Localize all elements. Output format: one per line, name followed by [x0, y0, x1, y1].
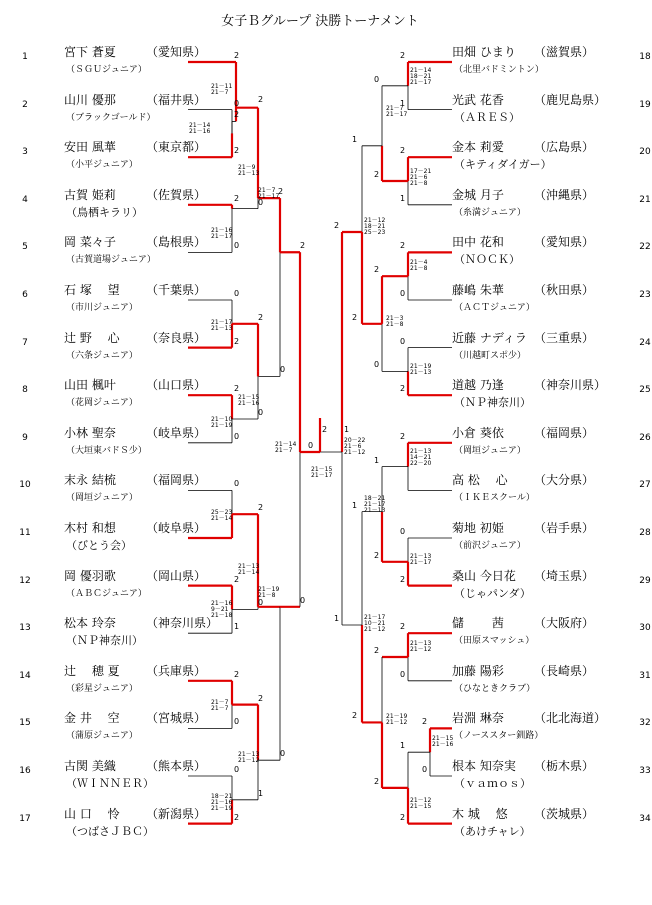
- player-entry: [452, 328, 652, 368]
- player-name: 松本 玲奈: [64, 616, 116, 631]
- round-result: 2: [352, 711, 358, 721]
- player-name: 岡 優羽歌: [64, 568, 116, 583]
- player-entry: [452, 518, 652, 558]
- player-club: （市川ジュニア）: [66, 303, 138, 313]
- round-result: 0: [234, 479, 240, 489]
- match-score: 21－11 21－7: [211, 82, 233, 96]
- round-result: 1: [400, 193, 406, 203]
- round-result: 0: [400, 289, 406, 298]
- player-club: （小平ジュニア）: [66, 160, 138, 171]
- round-result: 2: [400, 241, 406, 251]
- player-prefecture: （広島県）: [534, 140, 595, 155]
- player-club: （六条ジュニア）: [66, 350, 138, 361]
- player-entry: [18, 280, 218, 320]
- seed-number: 34: [639, 813, 651, 824]
- seed-number: 27: [639, 480, 651, 491]
- seed-number: 18: [639, 52, 651, 62]
- round-result: 0: [422, 765, 428, 774]
- player-prefecture: （岩手県）: [534, 521, 595, 535]
- player-entry: [18, 518, 218, 558]
- player-name: 桑山 今日花: [452, 568, 516, 583]
- round-result: 2: [234, 574, 240, 584]
- player-name: 宮下 蒼夏: [64, 45, 116, 59]
- seed-number: 5: [22, 242, 28, 253]
- player-club: （北里バドミントン）: [454, 65, 544, 75]
- player-entry: [18, 375, 218, 415]
- player-prefecture: （福岡県）: [146, 473, 207, 488]
- round-result: 2: [374, 646, 380, 655]
- player-entry: [452, 232, 652, 272]
- player-entry: [452, 423, 652, 463]
- seed-number: 1: [22, 52, 28, 62]
- match-score: 21－19 21－12: [386, 713, 408, 727]
- player-club: （ＮＰ神奈川）: [66, 634, 143, 648]
- player-entry: [452, 756, 652, 796]
- player-name: 小林 聖奈: [64, 425, 116, 440]
- round-result: 2: [400, 146, 406, 156]
- player-club: （田原スマッシュ）: [454, 636, 535, 647]
- round-result: 2: [374, 265, 380, 275]
- player-club: （ＮＯＣＫ）: [454, 253, 520, 267]
- player-prefecture: （三重県）: [534, 330, 595, 345]
- match-score: 21－12 21－15: [410, 796, 432, 810]
- player-name: 金城 月子: [452, 187, 504, 202]
- seed-number: 9: [22, 432, 28, 443]
- player-club: （蒲原ジュニア）: [66, 731, 138, 742]
- player-club: （ブラックゴールド）: [66, 112, 156, 123]
- seed-number: 33: [639, 766, 651, 776]
- round-result: 2: [234, 110, 240, 120]
- player-name: 加藤 陽彩: [452, 663, 504, 678]
- round-result: 2: [234, 384, 240, 394]
- match-score: 21－9 21－13: [238, 164, 260, 178]
- player-prefecture: （千葉県）: [146, 283, 207, 297]
- seed-number: 17: [19, 813, 31, 824]
- player-entry: [18, 185, 218, 225]
- player-prefecture: （北北海道）: [534, 711, 607, 726]
- round-result: 2: [322, 425, 328, 434]
- seed-number: 31: [639, 670, 651, 681]
- round-result: 2: [258, 312, 264, 322]
- player-club: （びとう会）: [66, 539, 132, 552]
- round-result: 2: [300, 241, 306, 251]
- seed-number: 8: [22, 385, 28, 396]
- round-result: 2: [400, 574, 406, 584]
- player-prefecture: （山口県）: [146, 378, 207, 393]
- player-entry: [452, 708, 652, 748]
- seed-number: 16: [19, 766, 31, 776]
- player-prefecture: （熊本県）: [146, 759, 207, 773]
- player-entry: [18, 566, 218, 606]
- player-entry: [452, 566, 652, 606]
- round-result: 2: [234, 812, 240, 822]
- player-prefecture: （岐阜県）: [146, 425, 207, 440]
- round-result: 0: [280, 749, 286, 759]
- player-prefecture: （佐賀県）: [146, 187, 207, 202]
- seed-number: 32: [639, 718, 651, 729]
- match-score: 21－3 21－8: [386, 314, 404, 328]
- round-result: 2: [258, 693, 264, 703]
- round-result: 2: [400, 431, 406, 441]
- player-entry: [452, 185, 652, 225]
- player-prefecture: （神奈川県）: [146, 616, 219, 631]
- round-result: 2: [334, 221, 340, 230]
- player-name: 岡 菜々子: [64, 235, 116, 250]
- player-entry: [18, 90, 218, 130]
- player-name: 近藤 ナディラ: [452, 330, 527, 345]
- round-result: 2: [234, 146, 240, 156]
- match-score: 21－14 21－7: [275, 441, 297, 454]
- seed-number: 24: [639, 337, 651, 348]
- player-name: 石 塚 望: [64, 283, 120, 297]
- player-club: （彩星ジュニア）: [66, 683, 138, 694]
- player-club: （ノーススター釧路）: [454, 731, 544, 742]
- player-entry: [18, 423, 218, 463]
- round-result: 2: [352, 312, 358, 322]
- player-name: 小倉 葵依: [452, 425, 504, 440]
- match-score: 21－15 21－17: [311, 466, 333, 479]
- round-result: 2: [374, 550, 380, 560]
- player-entry: [18, 756, 218, 796]
- seed-number: 20: [639, 147, 651, 158]
- player-club: （じゃパンダ）: [454, 586, 531, 600]
- player-club: （キティダイガー）: [454, 158, 552, 172]
- player-name: 高 松 心: [452, 473, 508, 488]
- match-score: 25－23 21－14: [211, 509, 233, 522]
- player-prefecture: （茨城県）: [534, 806, 595, 821]
- match-score: 18－21 21－16 21－19: [211, 792, 233, 812]
- seed-number: 10: [19, 480, 31, 491]
- match-score: 21－16 9－21 21－18: [211, 600, 233, 620]
- player-name: 菊地 初姫: [452, 521, 504, 535]
- seed-number: 19: [639, 99, 651, 110]
- player-entry: [452, 375, 652, 415]
- seed-number: 13: [19, 623, 31, 634]
- round-result: 0: [234, 717, 240, 727]
- round-result: 0: [234, 98, 240, 108]
- round-result: 0: [374, 360, 380, 370]
- seed-number: 2: [22, 99, 28, 110]
- match-score: 21－14 21－16: [189, 122, 211, 136]
- player-club: （ＩＫＥスクール）: [454, 493, 535, 504]
- player-prefecture: （奈良県）: [146, 330, 207, 345]
- match-score: 17－21 21－6 21－8: [410, 168, 432, 188]
- round-result: 0: [234, 241, 240, 251]
- player-club: （岡垣ジュニア）: [454, 445, 526, 456]
- round-result: 2: [400, 622, 406, 632]
- player-entry: [452, 90, 652, 130]
- player-prefecture: （神奈川県）: [534, 378, 607, 393]
- seed-number: 30: [639, 623, 651, 634]
- player-club: （あけチャレ）: [454, 824, 531, 838]
- player-club: （ＡＲＥＳ）: [454, 110, 520, 124]
- player-name: 道越 乃逢: [452, 378, 504, 393]
- player-entry: [452, 470, 652, 510]
- player-name: 山 口 怜: [64, 806, 120, 821]
- player-entry: [452, 661, 652, 701]
- match-score: 21－16 21－17: [211, 227, 233, 241]
- player-entry: [18, 137, 218, 177]
- round-result: 2: [234, 193, 240, 203]
- match-score: 21－7 21－17: [258, 187, 280, 201]
- player-name: 安田 風華: [64, 140, 116, 155]
- seed-number: 26: [639, 432, 651, 443]
- player-club: （鳥栖キラリ）: [66, 205, 143, 219]
- player-prefecture: （鹿児島県）: [534, 92, 607, 107]
- player-prefecture: （島根県）: [146, 235, 207, 250]
- player-entry: [452, 280, 652, 320]
- player-prefecture: （福井県）: [146, 92, 207, 107]
- seed-number: 22: [639, 242, 651, 253]
- round-result: 0: [280, 365, 286, 375]
- match-score: 21－15 21－16: [238, 394, 260, 407]
- player-prefecture: （沖縄県）: [534, 187, 595, 202]
- seed-number: 25: [639, 385, 651, 396]
- round-result: 0: [258, 197, 264, 207]
- round-result: 2: [400, 384, 406, 394]
- player-name: 金本 莉愛: [452, 140, 504, 155]
- round-result: 1: [352, 500, 358, 510]
- match-score: 21－19 21－13: [410, 362, 432, 376]
- seed-number: 15: [19, 718, 31, 729]
- player-prefecture: （滋賀県）: [534, 45, 595, 59]
- seed-number: 29: [639, 575, 651, 586]
- round-result: 2: [278, 187, 284, 197]
- match-score: 21－13 14－21 22－20: [410, 447, 432, 467]
- player-club: （ＡＢＣジュニア）: [66, 588, 147, 599]
- player-name: 木 城 悠: [452, 806, 508, 821]
- player-prefecture: （東京都）: [146, 140, 207, 155]
- player-name: 岩淵 琳奈: [452, 711, 504, 726]
- match-score: 21－19 21－8: [258, 585, 280, 599]
- round-result: 1: [258, 788, 264, 798]
- player-prefecture: （長崎県）: [534, 663, 595, 678]
- player-name: 末永 結梳: [64, 473, 116, 488]
- match-score: 21－13 21－17: [410, 553, 432, 566]
- match-score: 21－7 21－7: [211, 699, 229, 713]
- match-score: 21－17 21－13: [211, 318, 233, 332]
- player-prefecture: （新潟県）: [146, 806, 207, 821]
- round-result: 2: [400, 812, 406, 822]
- player-entry: [452, 804, 652, 844]
- round-result: 2: [374, 776, 380, 786]
- player-entry: [18, 232, 218, 272]
- match-score: 20－22 21－6 21－12: [344, 437, 366, 456]
- match-score: 21－13 21－12: [410, 640, 432, 654]
- player-name: 田畑 ひまり: [452, 45, 516, 59]
- player-club: （ＡＣＴジュニア）: [454, 303, 535, 313]
- player-entry: [18, 328, 218, 368]
- round-result: 0: [234, 289, 240, 298]
- round-result: 0: [400, 336, 406, 346]
- player-name: 光武 花香: [452, 92, 504, 107]
- player-club: （ＷＩＮＮＥＲ）: [66, 777, 154, 790]
- player-club: （ＳＧＵジュニア）: [66, 65, 147, 75]
- round-result: 0: [374, 74, 380, 84]
- player-prefecture: （栃木県）: [534, 759, 595, 773]
- round-result: 0: [308, 441, 314, 450]
- seed-number: 12: [19, 575, 31, 586]
- player-prefecture: （福岡県）: [534, 425, 595, 440]
- round-result: 0: [234, 765, 240, 774]
- player-name: 根本 知奈実: [452, 759, 516, 773]
- seed-number: 6: [22, 290, 28, 300]
- player-club: （前沢ジュニア）: [454, 541, 526, 551]
- player-club: （ＮＰ神奈川）: [454, 396, 531, 410]
- player-entry: [18, 708, 218, 748]
- player-name: 山田 楓叶: [64, 378, 116, 393]
- seed-number: 3: [22, 147, 28, 158]
- seed-number: 7: [22, 337, 28, 348]
- player-prefecture: （秋田県）: [534, 283, 595, 297]
- match-score: 21－4 21－8: [410, 259, 428, 273]
- seed-number: 14: [19, 670, 31, 681]
- round-result: 2: [234, 669, 240, 679]
- player-prefecture: （岐阜県）: [146, 521, 207, 535]
- player-prefecture: （兵庫県）: [146, 663, 207, 678]
- player-prefecture: （愛知県）: [534, 235, 595, 250]
- player-prefecture: （岡山県）: [146, 568, 207, 583]
- player-entry: [18, 804, 218, 844]
- player-club: （古賀道場ジュニア）: [66, 255, 156, 266]
- match-score: 21－10 21－19: [211, 415, 233, 429]
- player-entry: [452, 137, 652, 177]
- player-club: （岡垣ジュニア）: [66, 493, 138, 504]
- match-score: 21－13 21－14: [238, 562, 260, 576]
- player-entry: [18, 470, 218, 510]
- player-club: （糸満ジュニア）: [454, 207, 526, 218]
- round-result: 1: [334, 614, 340, 623]
- player-name: 古賀 姫莉: [64, 187, 116, 202]
- round-result: 0: [400, 669, 406, 679]
- player-prefecture: （大分県）: [534, 473, 595, 488]
- player-name: 田中 花和: [452, 235, 504, 250]
- player-name: 金 井 空: [64, 711, 120, 726]
- match-score: 18－21 21－17 21－13: [364, 494, 386, 514]
- seed-number: 4: [22, 194, 28, 205]
- player-name: 辻 野 心: [64, 330, 120, 345]
- match-score: 21－12 18－21 25－23: [364, 217, 386, 236]
- match-score: 21－7 21－17: [386, 104, 408, 118]
- player-name: 藤嶋 朱華: [452, 283, 504, 297]
- player-club: （つばさＪＢＣ）: [66, 824, 154, 838]
- player-entry: [452, 42, 652, 82]
- round-result: 1: [400, 741, 406, 751]
- seed-number: 11: [19, 528, 31, 538]
- player-prefecture: （大阪府）: [534, 616, 595, 631]
- round-result: 0: [234, 431, 240, 441]
- round-result: 2: [422, 717, 428, 727]
- player-club: （ｖａｍｏｓ）: [454, 777, 531, 790]
- seed-number: 21: [639, 194, 651, 205]
- round-result: 0: [400, 527, 406, 536]
- match-score: 21－17 10－21 21－12: [364, 614, 386, 633]
- round-result: 2: [374, 170, 380, 179]
- round-result: 0: [258, 598, 264, 608]
- match-score: 21－14 18－21 21－17: [410, 67, 432, 86]
- match-score: 21－15 21－16: [432, 735, 454, 749]
- round-result: 2: [258, 94, 264, 104]
- player-entry: [18, 613, 218, 653]
- player-club: （大垣東バドＳ少）: [66, 445, 147, 456]
- player-prefecture: （愛知県）: [146, 45, 207, 59]
- round-result: 1: [352, 134, 358, 144]
- player-name: 古関 美織: [64, 759, 116, 773]
- round-result: 0: [258, 408, 264, 417]
- player-entry: [18, 661, 218, 701]
- player-name: 儲 茜: [452, 616, 504, 631]
- player-prefecture: （埼玉県）: [534, 568, 595, 583]
- match-score: 21－13 21－12: [238, 751, 260, 764]
- round-result: 2: [234, 51, 240, 60]
- player-name: 辻 穂 夏: [64, 663, 120, 678]
- round-result: 2: [400, 51, 406, 60]
- player-entry: [18, 42, 218, 82]
- player-name: 山川 優那: [64, 92, 116, 107]
- round-result: 2: [234, 336, 240, 346]
- page-title: 女子Ｂグループ 決勝トーナメント: [221, 14, 419, 29]
- round-result: 1: [234, 622, 240, 632]
- player-club: （ひなときクラブ）: [454, 683, 536, 694]
- player-prefecture: （宮城県）: [146, 711, 207, 726]
- round-result: 1: [374, 455, 380, 465]
- player-club: （花岡ジュニア）: [66, 398, 138, 409]
- round-result: 1: [400, 98, 406, 108]
- player-club: （川越町スポ少）: [454, 350, 527, 361]
- seed-number: 28: [639, 528, 651, 538]
- player-entry: [452, 613, 652, 653]
- round-result: 1: [344, 425, 350, 434]
- seed-number: 23: [639, 290, 651, 300]
- round-result: 2: [258, 503, 264, 513]
- round-result: 0: [300, 595, 306, 605]
- player-name: 木村 和想: [64, 521, 116, 535]
